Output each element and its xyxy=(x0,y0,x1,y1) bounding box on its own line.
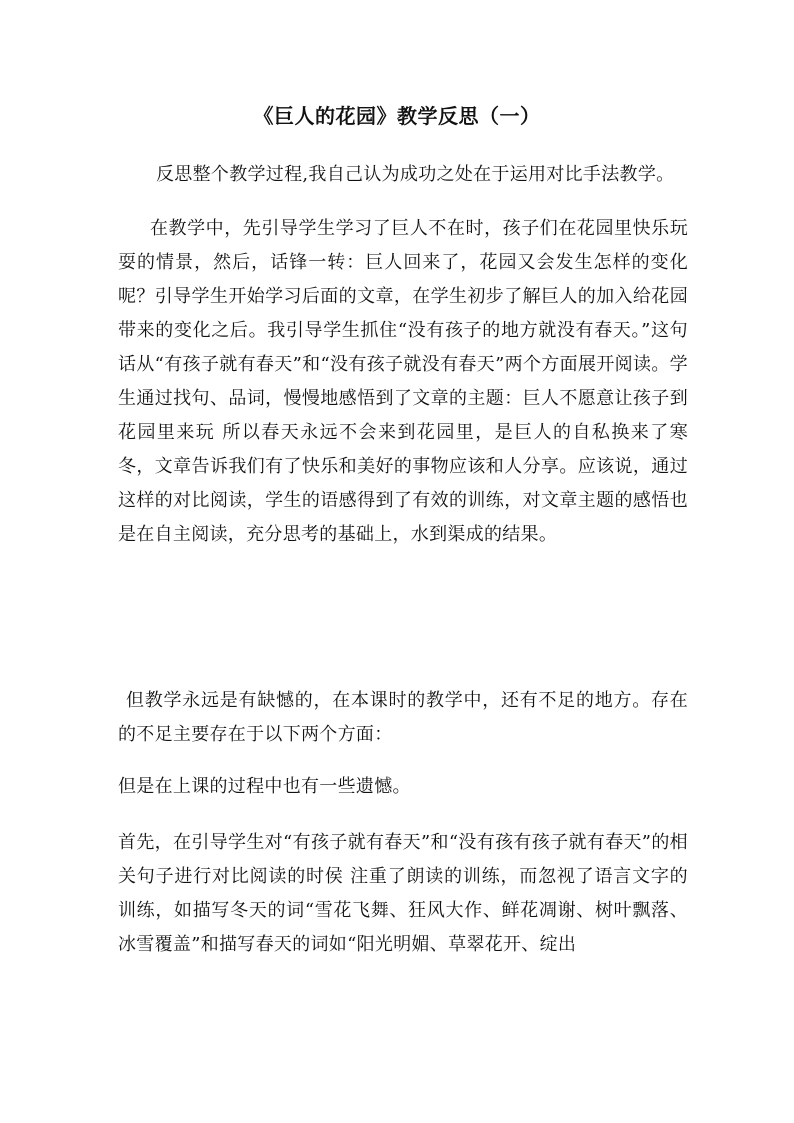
paragraph-3: 但教学永远是有缺憾的，在本课时的教学中，还有不足的地方。存在的不足主要存在于以下两个方面： xyxy=(118,690,688,745)
paragraph-5: 首先，在引导学生对“有孩子就有春天”和“没有孩有孩子就有春天”的相关句子进行对比阅读的时侯 注重了朗读的训练，而忽视了语言文字的训练，如描写冬天的词“雪花飞舞、狂风大作、鲜花凋谢、树叶飘落、冰雪覆盖”和描写春天的词如“阳光明媚、草翠花开、绽出 xyxy=(118,832,688,955)
paragraph-2: 在教学中，先引导学生学习了巨人不在时，孩子们在花园里快乐玩耍的情景，然后，话锋一转：巨人回来了，花园又会发生怎样的变化呢？引导学生开始学习后面的文章，在学生初步了解巨人的加入给花园带来的变化之后。我引导学生抓住“没有孩子的地方就没有春天。”这句话从“有孩子就有春天”和“没有孩子就没有春天”两个方面展开阅读。学生通过找句、品词，慢慢地感悟到了文章的主题：巨人不愿意让孩子到花园里来玩 所以春天永远不会来到花园里，是巨人的自私换来了寒冬，文章告诉我们有了快乐和美好的事物应该和人分享。应该说，通过这样的对比阅读，学生的语感得到了有效的训练，对文章主题的感悟也是在自主阅读，充分思考的基础上，水到渠成的结果。 xyxy=(118,218,688,545)
paragraph-1: 反思整个教学过程,我自己认为成功之处在于运用对比手法教学。 xyxy=(156,164,675,185)
paragraph-4: 但是在上课的过程中也有一些遗憾。 xyxy=(118,776,411,797)
document-title: 《巨人的花园》教学反思（一） xyxy=(253,104,541,128)
